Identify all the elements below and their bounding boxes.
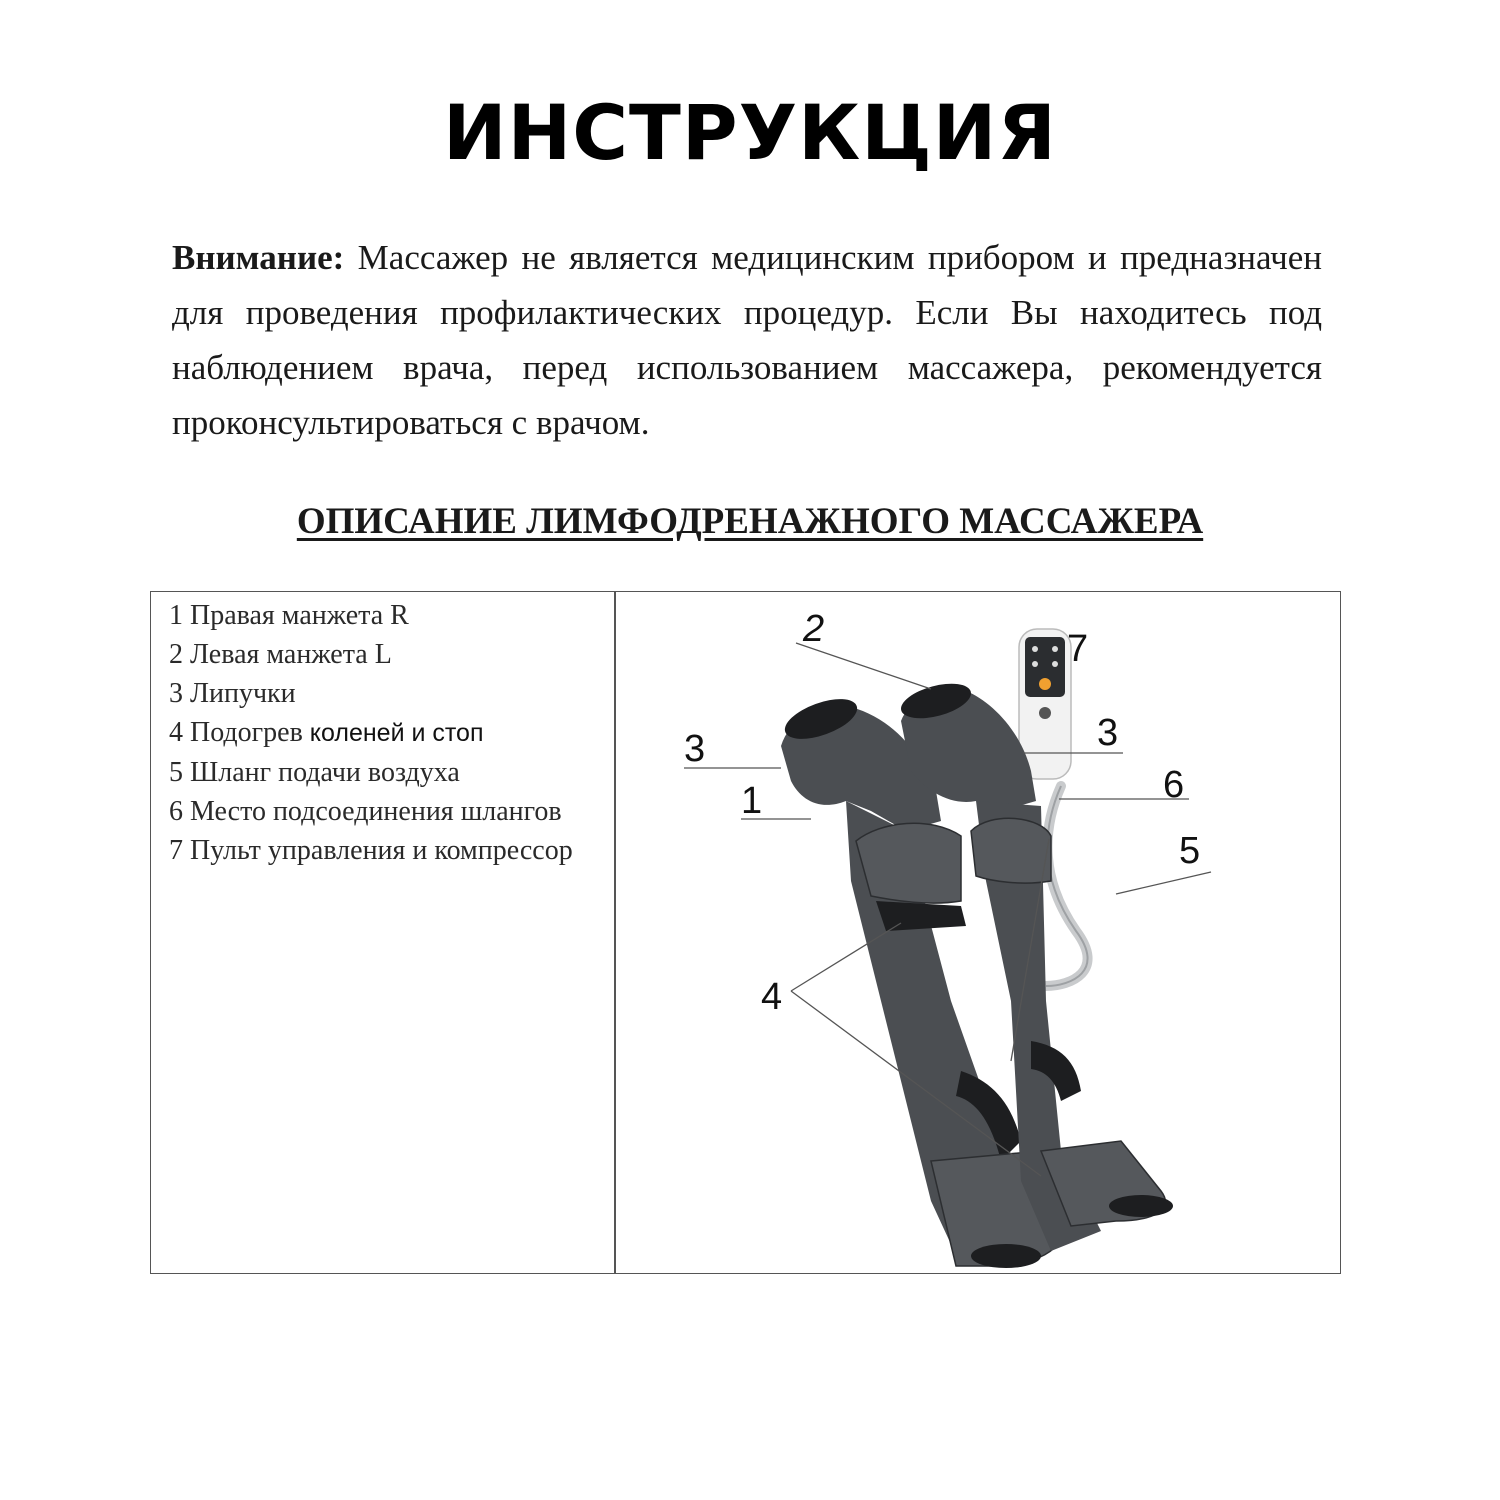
part-item-7: 7 Пульт управления и компрессор <box>169 835 573 866</box>
parts-list <box>169 596 599 870</box>
air-hose <box>1046 786 1088 986</box>
callout-2: 2 <box>803 608 825 650</box>
callout-5: 5 <box>1179 830 1201 872</box>
callout-7: 7 <box>1067 628 1089 670</box>
page-title: ИНСТРУКЦИЯ <box>443 88 1057 177</box>
section-title: ОПИСАНИЕ ЛИМФОДРЕНАЖНОГО МАССАЖЕРА <box>296 501 1204 542</box>
callout-1: 1 <box>741 780 763 822</box>
callout-6: 6 <box>1163 764 1185 806</box>
part-item-2: 2 Левая манжета L <box>169 639 392 670</box>
warning-label: Внимание: <box>172 238 345 277</box>
parts-table <box>150 591 1341 1274</box>
warning-paragraph <box>172 230 1322 450</box>
massager-illustration <box>616 592 1340 1272</box>
callout-3-right: 3 <box>1097 712 1119 754</box>
part-item-5: 5 Шланг подачи воздуха <box>169 757 460 788</box>
part-item-4-suffix: коленей и стоп <box>309 719 484 747</box>
part-item-4 <box>169 713 599 753</box>
callout-4: 4 <box>761 976 783 1018</box>
warning-text: Массажер не является медицинским прибором и предназначен для проведения профилактических процедур. Если Вы находитесь под наблюдением врача, перед использованием массажера, рекомендуется проконсультироваться с врачом. <box>172 238 1322 442</box>
part-item-4-label: 4 Подогрев <box>169 717 303 748</box>
callout-3-left: 3 <box>684 728 706 770</box>
remote-control <box>1019 629 1071 779</box>
part-item-3: 3 Липучки <box>169 678 296 709</box>
part-item-1: 1 Правая манжета R <box>169 600 409 631</box>
part-item-6: 6 Место подсоединения шлангов <box>169 796 562 827</box>
